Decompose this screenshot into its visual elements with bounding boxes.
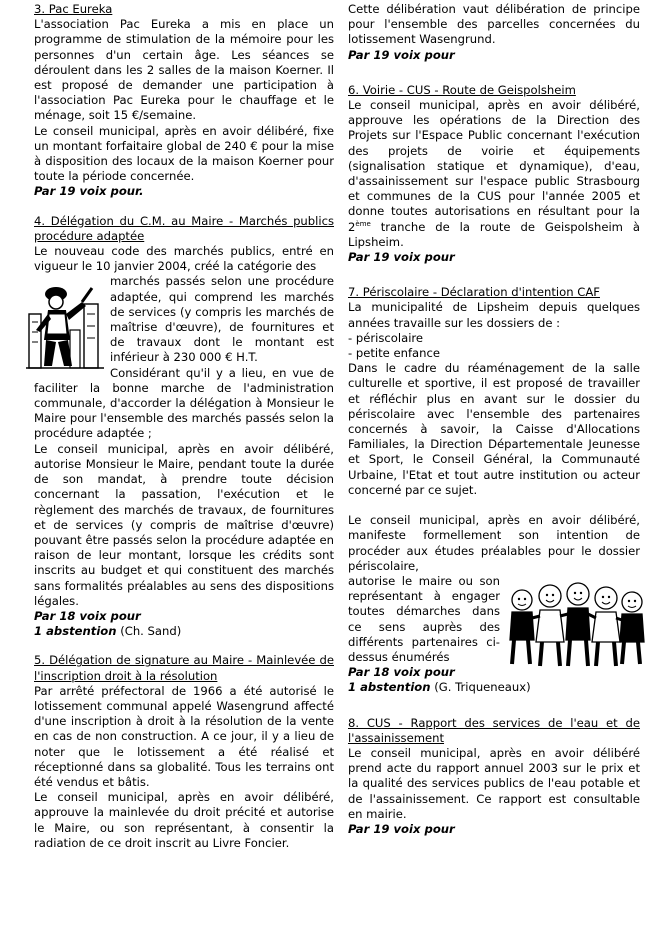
ordinal-suffix: ème [355,219,371,228]
vote-result: Par 18 voix pour [348,665,455,680]
paragraph: marchés passés selon une procédure adaptée, qui comprend les marchés de services (y compris les marchés de maîtrise d'œuvre), de fournitures et de travaux dont le montant est inférieur à 230 000 € H.T. [110,274,334,365]
section-8 [348,716,640,838]
section-title: 5. Délégation de signature au Maire - Mainlevée de l'inscription droit à la résolution [34,653,334,683]
paragraph: Cette délibération vaut délibération de principe pour l'ensemble des parcelles concernées du lotissement Wasengrund. [348,2,640,47]
paragraph: L'association Pac Eureka a mis en place un programme de stimulation de la mémoire pour les personnes d'un certain âge. Les séances se déroulent dans les 2 salles de la maison Koerner. Il est proposé de demander une participation à l'association Pac Eureka pour le chauffage et le ménage, soit 15 €/semaine. [34,17,334,123]
section-title: 6. Voirie - CUS - Route de Geispolsheim [348,82,576,97]
section-6 [348,83,640,265]
paragraph: Le nouveau code des marchés publics, entré en vigueur le 10 janvier 2004, créé la catégorie des [34,244,334,274]
paragraph: Dans le cadre du réaménagement de la salle culturelle et sportive, il est proposé de travailler et réfléchir plus en avant sur le dossier du périscolaire avec l'ensemble des partenaires concernés à savoir, la Caisse d'Allocations Familiales, la Direction Départementale Jeunesse et Sport, le Conseil Général, la Communauté Urbaine, l'Etat et tout autre institution ou acteur concerné par ce sujet. [348,361,640,497]
section-4 [34,214,334,640]
section-title: 3. Pac Eureka [34,2,113,16]
vote-result: Par 19 voix pour [348,47,455,62]
paragraph: Le conseil municipal, après en avoir délibéré, approuve la mainlevée du droit précité et autorise le Maire, ou son représentant, à consentir la radiation de ce droit inscrit au Livre Foncier. [34,790,334,850]
paragraph: Considérant qu'il y a lieu, en vue de faciliter la bonne marche de l'administration communale, d'accorder la délégation à Monsieur le Maire pour l'ensemble des marchés passés selon la procédure adaptée ; [34,365,334,441]
abstention-name: (Ch. Sand) [116,624,182,639]
abstention-count: 1 abstention [348,680,431,695]
section-title: 8. CUS - Rapport des services de l'eau et de l'assainissement [348,715,640,745]
section-title: 4. Délégation du C.M. au Maire - Marchés publics procédure adaptée [34,213,334,243]
vote-abstention [34,624,334,639]
vote-abstention [348,680,640,695]
paragraph: Le conseil municipal, après en avoir délibéré, fixe un montant forfaitaire global de 240 € pour la mise à disposition des locaux de la maison Koerner pour toute la période concernée. [34,123,334,184]
vote-result: Par 19 voix pour [348,821,455,836]
vote-result: Par 19 voix pour [348,250,455,265]
section-3 [34,2,334,200]
paragraph: Le conseil municipal, après en avoir délibéré, manifeste formellement son intention de procéder aux études préalables pour le dossier périscolaire, [348,513,640,573]
section-5 [34,653,334,851]
paragraph: Le conseil municipal, après en avoir délibéré, autorise Monsieur le Maire, pendant toute la durée de son mandat, à prendre toute décision concernant la passation, l'exécution et le règlement des marchés de travaux, de fournitures et de services (y compris de maîtrise d'œuvre) pouvant être passés selon la procédure adaptée en raison de leur montant, lorsque les crédits sont inscrits au budget et qui constituent des marchés sans formalités préalables au sens des dispositions légales. [34,441,334,608]
vote-result: Par 19 voix pour. [34,184,144,199]
children-illustration [506,578,646,674]
section-7 [348,285,640,695]
paragraph: Par arrêté préfectoral de 1966 a été autorisé le lotissement communal appelé Wasengrund affecté d'une inscription à droit à la résolution de la vente en cas de non construction. A ce jour, il y a lieu de noter que le lotissement a été réalisé et réceptionné dans sa globalité. Tous les terrains ont été vendus et bâtis. [34,683,334,789]
section-title: 7. Périscolaire - Déclaration d'intention CAF [348,285,600,300]
paragraph [348,98,640,250]
paragraph: La municipalité de Lipsheim depuis quelques années travaille sur les dossiers de : [348,300,640,330]
vote-result: Par 18 voix pour [34,608,141,623]
right-column [348,2,640,851]
paragraph-part: tranche de la route de Geispolsheim à Lipsheim. [348,219,640,249]
paragraph: Le conseil municipal, après en avoir délibéré prend acte du rapport annuel 2003 sur le prix et la qualité des services publics de l'eau potable et de l'assainissement. Ce rapport est consultable en mairie. [348,745,640,821]
list-item: - petite enfance [348,346,640,361]
abstention-count: 1 abstention [34,624,117,639]
abstention-name: (G. Triqueneaux) [430,680,531,695]
construction-worker-illustration [26,274,104,376]
list-item: - périscolaire [348,331,640,346]
paragraph-part: Le conseil municipal, après en avoir délibéré, approuve les opérations de la Direction des Projets sur l'Espace Public concernant l'exécution des projets de voirie et équipements (signalisation statique et dynamique), d'eau, d'assainissement sur l'espace public Strasbourg et communes de la CUS pour l'année 2005 et donne toutes autorisations en résultant pour la 2 [348,98,640,234]
paragraph: autorise le maire ou son représentant à engager toutes démarches dans ce sens auprès des différents partenaires ci-dessus énumérés [348,573,500,664]
left-column [34,2,334,865]
dossier-list [348,331,640,361]
section-5-continued [348,2,640,63]
